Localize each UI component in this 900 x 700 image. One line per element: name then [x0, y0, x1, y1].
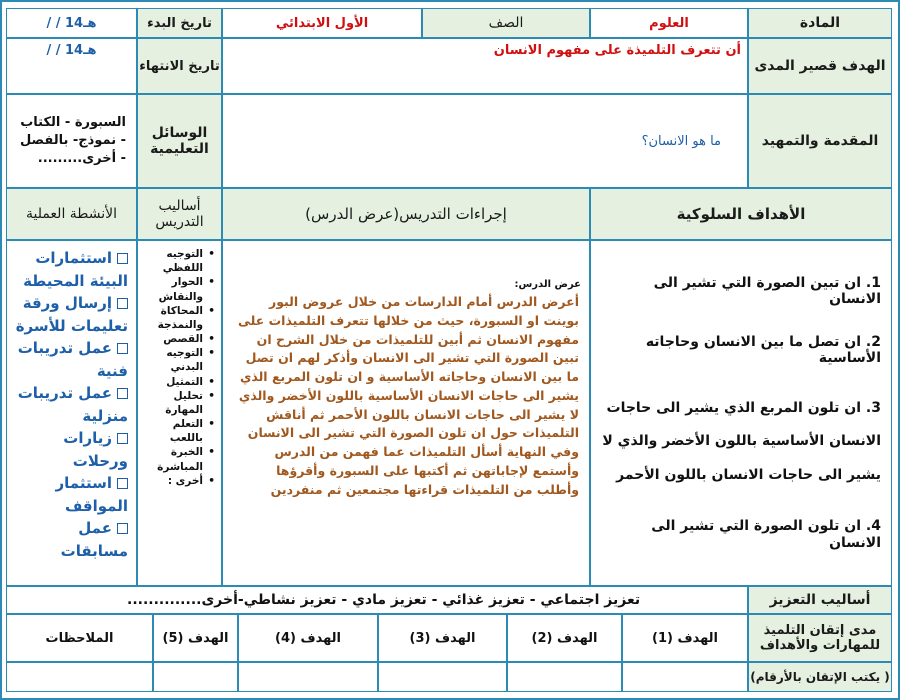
behavioral-goal-3: 3. ان تلون المربع الذي يشير الى حاجات الانسان الأساسية باللون الأخضر والذي لا يشير الى حاجات الانسان باللون الأحمر [602, 399, 881, 483]
activity-item [15, 427, 128, 472]
goal-1-score[interactable] [622, 662, 748, 692]
method-item: • التمثيل [144, 375, 215, 389]
start-date-value: / / 14هـ [6, 8, 137, 38]
method-item: • أخرى : [144, 474, 215, 488]
intro-label: المقدمة والتمهيد [748, 94, 892, 188]
method-item: • التعلم باللعب [144, 417, 215, 445]
mastery-note: ( يكتب الإتقان بالأرقام) [748, 662, 892, 692]
aids-label: الوسائل التعليمية [137, 94, 222, 188]
end-date-label: تاريخ الانتهاء [137, 38, 222, 94]
goal-3-score[interactable] [378, 662, 507, 692]
method-item: • الحوار والنقاش [144, 275, 215, 303]
goal-1-header: الهدف (1) [622, 614, 748, 662]
activity-item [15, 292, 128, 337]
goal-5-score[interactable] [153, 662, 238, 692]
behavioral-goal-2: 2. ان تصل ما بين الانسان وحاجاته الأساسية [645, 333, 881, 366]
activity-label: عمل مسابقات [60, 519, 128, 560]
grade-value: الأول الابتدائي [222, 8, 422, 38]
subject-label: المادة [748, 8, 892, 38]
activities-header: الأنشطة العملية [6, 188, 137, 240]
checkbox-icon [117, 388, 128, 399]
behavioral-goals-list [590, 240, 892, 586]
activity-item [15, 337, 128, 382]
checkbox-icon [117, 343, 128, 354]
activity-item [15, 382, 128, 427]
activities-list [6, 240, 137, 586]
reinforcement-value: تعزيز اجتماعي - تعزيز غذائي - تعزيز مادي - تعزيز نشاطي-أخرى.............. [6, 586, 748, 614]
procedures-header: إجراءات التدريس(عرض الدرس) [222, 188, 590, 240]
start-date-label: تاريخ البدء [137, 8, 222, 38]
checkbox-icon [117, 253, 128, 264]
methods-header: أساليب التدريس [137, 188, 222, 240]
methods-list [137, 240, 222, 586]
subject-value: العلوم [590, 8, 748, 38]
activity-item [15, 517, 128, 562]
behavioral-goal-4: 4. ان تلون الصورة التي تشير الى الانسان [651, 518, 881, 551]
activity-label: عمل تدريبات منزلية [17, 384, 128, 425]
end-date-value: / / 14هـ [6, 38, 137, 94]
procedures-cell [222, 240, 590, 586]
activity-label: زيارات ورحلات [63, 429, 128, 470]
activity-label: استثمار المواقف [55, 474, 128, 515]
method-item: • المحاكاة والنمذجة [144, 304, 215, 332]
activity-label: إرسال ورقة تعليمات للأسرة [15, 294, 128, 335]
goal-4-header: الهدف (4) [238, 614, 378, 662]
notes-header: الملاحظات [6, 614, 153, 662]
activity-label: عمل تدريبات فنية [17, 339, 128, 380]
intro-value: ما هو الانسان؟ [222, 94, 748, 188]
procedures-body: أعرض الدرس أمام الدارسات من خلال عروض البور بوينت او السبورة، حيث من خلالها تتعرف التلميذات على مفهوم الانسان ثم أبين للتلميذات من خلال الشرح ان تبين الصورة التي تشير الى الانسان وأذكر لهم ان تصل ما بين الانسان وحاجاته الأساسية و ان تلون المربع الذي يشير الى حاجات الانسان الأساسية باللون الأخضر والذي لا يشير الى حاجات الانسان باللون الأحمر ثم أناقش التلميذات حول ان تلون الصورة التي تشير الى الانسان وفي النهاية أسأل التلميذات عما فهمن من الدرس وأستمع لإجاباتهن ثم أكتبها على السبورة وأقرؤها وأطلب من التلميذات قراءتها مجتمعين ثم منفردين [237, 294, 579, 497]
checkbox-icon [117, 433, 128, 444]
activity-label: استثمارات البيئة المحيطة [23, 249, 128, 290]
goal-5-header: الهدف (5) [153, 614, 238, 662]
short-goal-value: أن تتعرف التلميذة على مفهوم الانسان [222, 38, 748, 94]
notes-value[interactable] [6, 662, 153, 692]
procedures-heading: عرض الدرس: [514, 279, 581, 290]
goal-2-score[interactable] [507, 662, 622, 692]
activity-item [15, 247, 128, 292]
aids-text: السبورة - الكتاب - نموذج- بالفصل - أخرى......... [19, 114, 126, 167]
activity-item [15, 472, 128, 517]
method-item: • القصص [144, 332, 215, 346]
grade-label: الصف [422, 8, 590, 38]
checkbox-icon [117, 523, 128, 534]
checkbox-icon [117, 298, 128, 309]
goal-3-header: الهدف (3) [378, 614, 507, 662]
short-goal-label: الهدف قصير المدى [748, 38, 892, 94]
reinforcement-label: أساليب التعزيز [748, 586, 892, 614]
aids-value [6, 94, 137, 188]
goal-4-score[interactable] [238, 662, 378, 692]
behavioral-goal-1: 1. ان تبين الصورة التي تشير الى الانسان [653, 275, 881, 308]
method-item: • التوجيه اللفظي [144, 247, 215, 275]
goal-2-header: الهدف (2) [507, 614, 622, 662]
method-item: • التوجيه البدني [144, 346, 215, 374]
method-item: • الخبرة المباشرة [144, 445, 215, 473]
behavioral-goals-header: الأهداف السلوكية [590, 188, 892, 240]
mastery-label: مدى إتقان التلميذ للمهارات والأهداف [748, 614, 892, 662]
method-item: • تحليل المهارة [144, 389, 215, 417]
checkbox-icon [117, 478, 128, 489]
